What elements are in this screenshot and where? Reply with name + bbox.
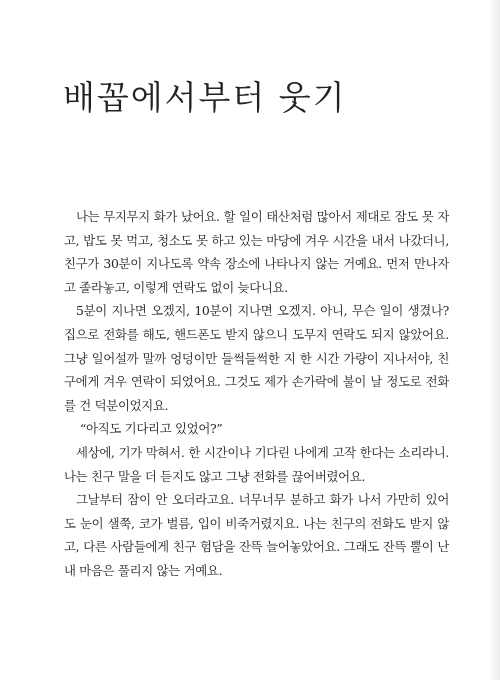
chapter-title: 배꼽에서부터 웃기 <box>63 78 347 117</box>
paragraph: 그날부터 잠이 안 오더라고요. 너무너무 분하고 화가 나서 가만히 있어도 눈이 샐쭉, 코가 벌름, 입이 비죽거렸지요. 나는 친구의 전화도 받지 않고, 다른 사람들에게 친구 험담을 잔뜩 늘어놓았어요. 그래도 잔뜩 뿔이 난 내 마음은 풀리지 않는 거예요. <box>64 492 449 578</box>
paragraph: 세상에, 기가 막혀서. 한 시간이나 기다린 나에게 고작 한다는 소리라니. 나는 친구 말을 더 듣지도 않고 그냥 전화를 끊어버렸어요. <box>64 444 449 484</box>
dialogue-line: “아직도 기다리고 있었어?” <box>80 421 223 437</box>
body-text <box>64 205 449 583</box>
paragraph: 5분이 지나면 오겠지, 10분이 지나면 오겠지. 아니, 무슨 일이 생겼나? 집으로 전화를 해도, 핸드폰도 받지 않으니 도무지 연락도 되지 않았어요. 그냥 일어설까 말까 엉덩이만 들썩들썩한 지 한 시간 가량이 지나서야, 친구에게 겨우 연락이 되었어요. 그것도 제가 손가락에 불이 날 정도로 전화를 건 덕분이었지요. <box>64 303 449 413</box>
page-edge-shadow <box>488 0 500 680</box>
paragraph: 나는 무지무지 화가 났어요. 할 일이 태산처럼 많아서 제대로 잠도 못 자고, 밥도 못 먹고, 청소도 못 하고 있는 마당에 겨우 시간을 내서 나갔더니, 친구가 30분이 지나도록 약속 장소에 나타나지 않는 거예요. 먼저 만나자고 졸라놓고, 이렇게 연락도 없이 늦다니요. <box>64 209 449 295</box>
